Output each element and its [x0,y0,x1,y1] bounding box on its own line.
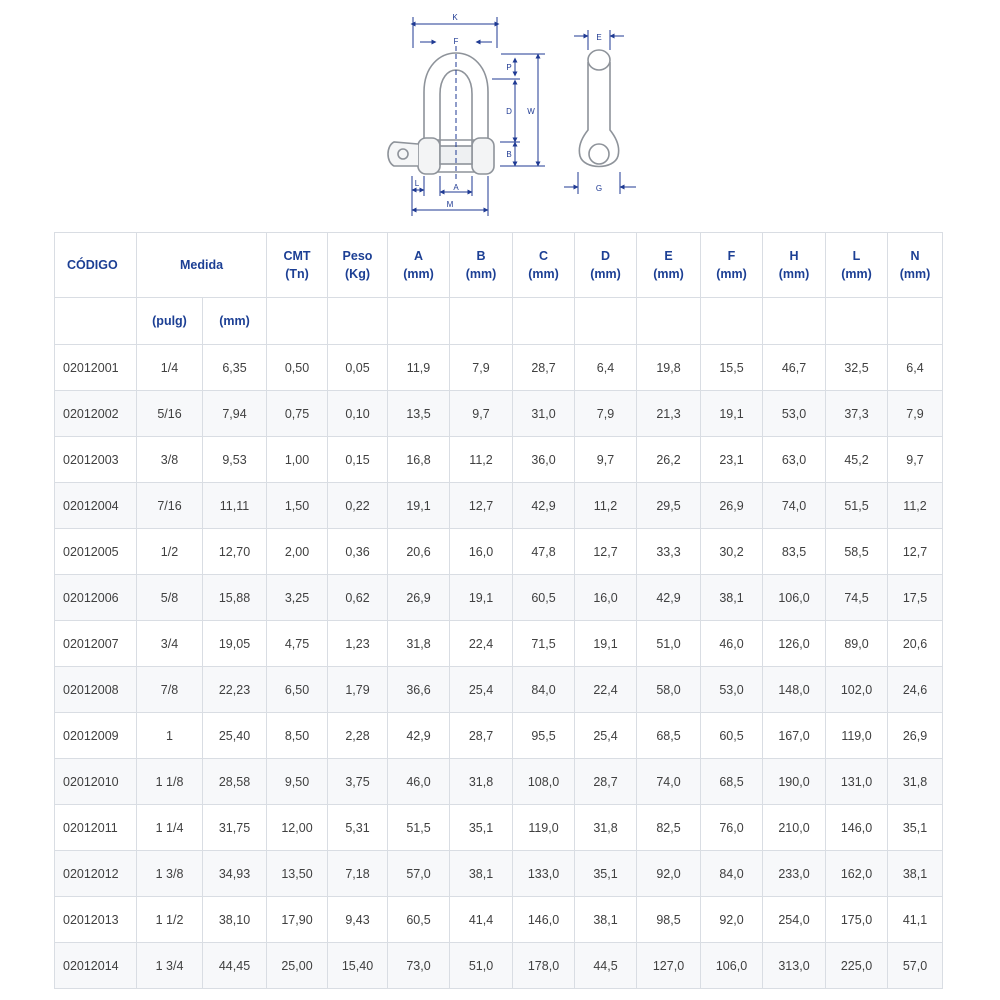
table-cell: 92,0 [637,851,701,897]
table-cell: 9,7 [888,437,943,483]
table-row [55,851,943,897]
table-cell: 1/4 [137,345,203,391]
table-cell: 16,0 [575,575,637,621]
table-cell: 6,4 [888,345,943,391]
table-cell: 28,7 [575,759,637,805]
table-cell: 38,1 [450,851,513,897]
dim-label-m: M [446,200,454,209]
subheader-mm: (mm) [203,298,267,345]
header-a: A (mm) [388,233,450,298]
table-cell: 131,0 [826,759,888,805]
table-cell: 12,70 [203,529,267,575]
table-cell: 1,79 [328,667,388,713]
header-peso: Peso (Kg) [328,233,388,298]
table-cell: 51,5 [388,805,450,851]
table-cell: 41,4 [450,897,513,943]
table-cell: 254,0 [763,897,826,943]
table-cell: 13,50 [267,851,328,897]
table-cell: 15,40 [328,943,388,989]
table-cell: 20,6 [888,621,943,667]
table-cell: 68,5 [637,713,701,759]
subheader-pulg: (pulg) [137,298,203,345]
table-cell: 51,5 [826,483,888,529]
table-cell: 58,0 [637,667,701,713]
table-cell: 225,0 [826,943,888,989]
table-cell: 32,5 [826,345,888,391]
table-cell: 106,0 [701,943,763,989]
table-cell: 98,5 [637,897,701,943]
table-cell: 28,7 [450,713,513,759]
cell-codigo: 02012003 [55,437,137,483]
table-row [55,345,943,391]
table-cell: 11,11 [203,483,267,529]
subheader-row [55,298,943,345]
table-cell: 0,62 [328,575,388,621]
table-cell: 9,43 [328,897,388,943]
table-cell: 119,0 [513,805,575,851]
table-cell: 83,5 [763,529,826,575]
header-d: D (mm) [575,233,637,298]
table-cell: 6,35 [203,345,267,391]
table-cell: 73,0 [388,943,450,989]
cell-codigo: 02012008 [55,667,137,713]
table-cell: 51,0 [637,621,701,667]
table-cell: 35,1 [888,805,943,851]
table-cell: 1 1/2 [137,897,203,943]
table-cell: 0,36 [328,529,388,575]
table-cell: 1/2 [137,529,203,575]
header-row [55,233,943,298]
table-cell: 106,0 [763,575,826,621]
table-cell: 31,8 [575,805,637,851]
dim-label-a: A [453,183,459,192]
header-medida: Medida [137,233,267,298]
table-cell: 25,00 [267,943,328,989]
table-cell: 38,10 [203,897,267,943]
table-cell: 44,45 [203,943,267,989]
table-cell: 26,9 [388,575,450,621]
table-cell: 9,7 [575,437,637,483]
table-cell: 42,9 [513,483,575,529]
table-cell: 2,28 [328,713,388,759]
table-cell: 57,0 [888,943,943,989]
cell-codigo: 02012001 [55,345,137,391]
shackle-front-view [388,53,494,174]
table-cell: 1 3/8 [137,851,203,897]
table-cell: 26,2 [637,437,701,483]
table-cell: 0,15 [328,437,388,483]
dim-label-p: P [506,63,512,72]
table-row [55,759,943,805]
table-cell: 51,0 [450,943,513,989]
table-cell: 22,4 [450,621,513,667]
table-cell: 126,0 [763,621,826,667]
table-cell: 108,0 [513,759,575,805]
table-row [55,943,943,989]
table-cell: 102,0 [826,667,888,713]
table-cell: 0,10 [328,391,388,437]
dim-label-e: E [596,33,602,42]
table-cell: 148,0 [763,667,826,713]
table-cell: 21,3 [637,391,701,437]
table-cell: 46,0 [388,759,450,805]
table-cell: 29,5 [637,483,701,529]
cell-codigo: 02012014 [55,943,137,989]
cell-codigo: 02012009 [55,713,137,759]
table-row [55,437,943,483]
shackle-side-view [579,50,618,167]
table-cell: 84,0 [513,667,575,713]
table-cell: 31,8 [888,759,943,805]
table-cell: 19,1 [701,391,763,437]
table-cell: 313,0 [763,943,826,989]
header-h: H (mm) [763,233,826,298]
table-cell: 133,0 [513,851,575,897]
table-cell: 5/16 [137,391,203,437]
shackle-diagram [0,0,1000,228]
table-cell: 53,0 [763,391,826,437]
table-cell: 9,53 [203,437,267,483]
shackle-spec-table [54,232,943,989]
table-cell: 71,5 [513,621,575,667]
cell-codigo: 02012010 [55,759,137,805]
table-cell: 60,5 [701,713,763,759]
table-cell: 84,0 [701,851,763,897]
table-cell: 89,0 [826,621,888,667]
cell-codigo: 02012002 [55,391,137,437]
table-cell: 167,0 [763,713,826,759]
table-cell: 46,7 [763,345,826,391]
table-cell: 233,0 [763,851,826,897]
table-cell: 36,6 [388,667,450,713]
table-cell: 11,2 [575,483,637,529]
table-cell: 1,50 [267,483,328,529]
table-row [55,391,943,437]
dim-label-f: F [453,37,459,46]
header-cmt: CMT (Tn) [267,233,328,298]
table-cell: 25,4 [450,667,513,713]
dim-label-k: K [452,13,458,22]
table-cell: 42,9 [388,713,450,759]
table-cell: 60,5 [513,575,575,621]
table-cell: 41,1 [888,897,943,943]
table-cell: 178,0 [513,943,575,989]
table-cell: 146,0 [826,805,888,851]
cell-codigo: 02012006 [55,575,137,621]
table-cell: 3,25 [267,575,328,621]
table-cell: 22,23 [203,667,267,713]
table-cell: 7/8 [137,667,203,713]
table-cell: 22,4 [575,667,637,713]
table-cell: 4,75 [267,621,328,667]
table-cell: 2,00 [267,529,328,575]
table-cell: 3/8 [137,437,203,483]
table-cell: 6,50 [267,667,328,713]
table-cell: 12,7 [575,529,637,575]
table-row [55,575,943,621]
table-cell: 30,2 [701,529,763,575]
table-cell: 38,1 [575,897,637,943]
table-body [55,345,943,989]
table-cell: 0,22 [328,483,388,529]
table-row [55,667,943,713]
table-cell: 74,5 [826,575,888,621]
table-cell: 7/16 [137,483,203,529]
table-cell: 1,23 [328,621,388,667]
table-cell: 19,1 [450,575,513,621]
table-cell: 26,9 [888,713,943,759]
table-cell: 46,0 [701,621,763,667]
table-cell: 95,5 [513,713,575,759]
table-cell: 31,8 [388,621,450,667]
table-row [55,483,943,529]
table-cell: 12,7 [450,483,513,529]
table-cell: 74,0 [637,759,701,805]
table-cell: 33,3 [637,529,701,575]
table-cell: 119,0 [826,713,888,759]
table-cell: 7,18 [328,851,388,897]
table-cell: 20,6 [388,529,450,575]
table-cell: 68,5 [701,759,763,805]
table-cell: 1 [137,713,203,759]
cell-codigo: 02012004 [55,483,137,529]
table-cell: 25,40 [203,713,267,759]
table-row [55,805,943,851]
table-cell: 25,4 [575,713,637,759]
dim-label-w: W [527,107,535,116]
header-b: B (mm) [450,233,513,298]
header-codigo: CÓDIGO [55,233,137,298]
table-cell: 15,5 [701,345,763,391]
table-cell: 28,7 [513,345,575,391]
table-cell: 175,0 [826,897,888,943]
table-cell: 35,1 [575,851,637,897]
table-cell: 37,3 [826,391,888,437]
dimension-labels [415,13,602,209]
table-cell: 38,1 [701,575,763,621]
table-cell: 31,75 [203,805,267,851]
table-cell: 60,5 [388,897,450,943]
table-cell: 28,58 [203,759,267,805]
table-cell: 3,75 [328,759,388,805]
table-cell: 57,0 [388,851,450,897]
table-cell: 146,0 [513,897,575,943]
header-f: F (mm) [701,233,763,298]
table-cell: 9,50 [267,759,328,805]
table-row [55,529,943,575]
table-cell: 19,1 [575,621,637,667]
table-cell: 19,05 [203,621,267,667]
header-c: C (mm) [513,233,575,298]
table-cell: 82,5 [637,805,701,851]
table-cell: 58,5 [826,529,888,575]
dim-label-g: G [595,184,603,193]
cell-codigo: 02012005 [55,529,137,575]
cell-codigo: 02012012 [55,851,137,897]
table-cell: 12,00 [267,805,328,851]
cell-codigo: 02012011 [55,805,137,851]
table-cell: 190,0 [763,759,826,805]
table-cell: 1,00 [267,437,328,483]
cell-codigo: 02012007 [55,621,137,667]
table-cell: 26,9 [701,483,763,529]
table-cell: 5/8 [137,575,203,621]
table-cell: 7,9 [575,391,637,437]
table-cell: 45,2 [826,437,888,483]
table-cell: 74,0 [763,483,826,529]
table-cell: 9,7 [450,391,513,437]
dim-label-d: D [506,107,512,116]
table-cell: 19,8 [637,345,701,391]
table-cell: 11,9 [388,345,450,391]
table-cell: 42,9 [637,575,701,621]
table-cell: 162,0 [826,851,888,897]
table-cell: 16,0 [450,529,513,575]
header-n: N (mm) [888,233,943,298]
table-row [55,897,943,943]
dim-label-b: B [506,150,512,159]
table-cell: 44,5 [575,943,637,989]
table-cell: 7,9 [888,391,943,437]
table-cell: 1 1/8 [137,759,203,805]
table-cell: 47,8 [513,529,575,575]
table-cell: 6,4 [575,345,637,391]
table-cell: 23,1 [701,437,763,483]
table-cell: 11,2 [450,437,513,483]
table-cell: 11,2 [888,483,943,529]
dim-label-l: L [414,179,420,188]
table-cell: 210,0 [763,805,826,851]
table-cell: 53,0 [701,667,763,713]
table-cell: 7,94 [203,391,267,437]
header-e: E (mm) [637,233,701,298]
table-cell: 76,0 [701,805,763,851]
table-cell: 15,88 [203,575,267,621]
table-cell: 13,5 [388,391,450,437]
cell-codigo: 02012013 [55,897,137,943]
table-row [55,713,943,759]
table-cell: 17,5 [888,575,943,621]
table-row [55,621,943,667]
table-cell: 16,8 [388,437,450,483]
table-cell: 24,6 [888,667,943,713]
table-cell: 1 1/4 [137,805,203,851]
table-cell: 34,93 [203,851,267,897]
table-cell: 92,0 [701,897,763,943]
table-cell: 0,75 [267,391,328,437]
table-cell: 35,1 [450,805,513,851]
table-cell: 17,90 [267,897,328,943]
table-cell: 31,8 [450,759,513,805]
table-cell: 8,50 [267,713,328,759]
table-cell: 0,05 [328,345,388,391]
table-cell: 12,7 [888,529,943,575]
dimension-lines [412,17,636,216]
table-cell: 127,0 [637,943,701,989]
table-cell: 36,0 [513,437,575,483]
table-cell: 1 3/4 [137,943,203,989]
table-cell: 3/4 [137,621,203,667]
table-cell: 7,9 [450,345,513,391]
table-cell: 5,31 [328,805,388,851]
table-cell: 31,0 [513,391,575,437]
table-cell: 0,50 [267,345,328,391]
header-l: L (mm) [826,233,888,298]
table-cell: 38,1 [888,851,943,897]
table-cell: 63,0 [763,437,826,483]
table-cell: 19,1 [388,483,450,529]
